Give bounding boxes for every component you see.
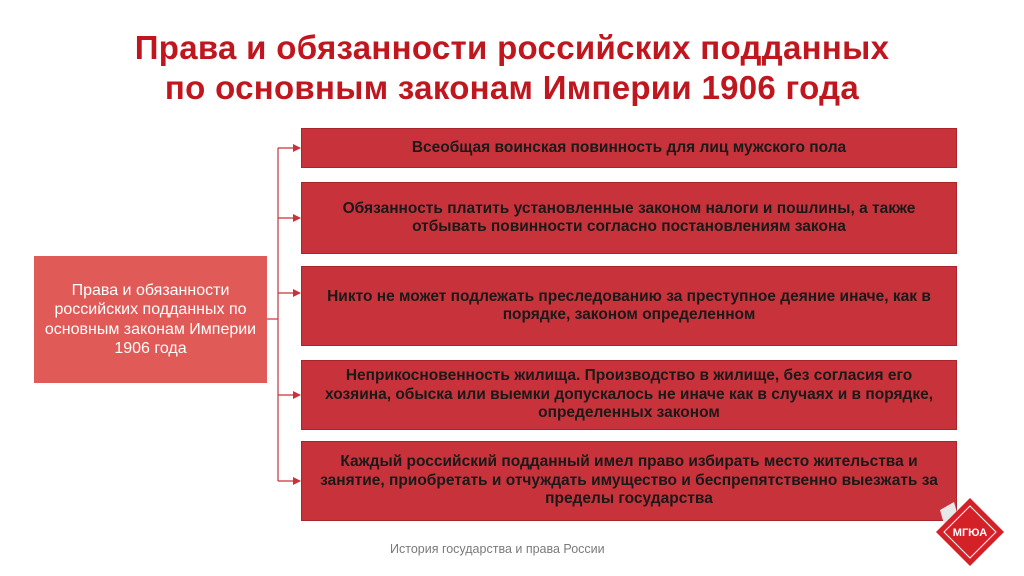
item-text-4: Неприкосновенность жилища. Производство в жилище, без согласия его хозяина, обыска или выемки допускалось не иначе как в случаях и в порядке, определенных законом [324,367,934,422]
item-text-2: Обязанность платить установленные законом налоги и пошлины, а также отбывать повинности согласно постановлениям закона [342,199,916,235]
item-text-3: Никто не может подлежать преследованию за преступное деяние иначе, как в порядке, законом определенном [327,287,931,323]
item-box-1 [301,128,957,168]
logo-text: МГЮА [952,527,988,539]
mgua-logo [934,496,1006,568]
item-text-1: Всеобщая воинская повинность для лиц мужского пола [411,138,847,156]
item-text-5: Каждый российский подданный имел право избирать место жительства и занятие, приобретать и отчуждать имущество и беспрепятственно выезжать за пределы государства [320,453,938,508]
title-line-2: по основным законам Империи 1906 года [164,69,860,106]
item-box-5 [301,441,957,521]
item-box-4 [301,360,957,430]
item-box-2 [301,182,957,254]
center-node [34,256,267,383]
item-box-3 [301,266,957,346]
center-node-label: Права и обязанности российских подданных по основным законам Империи 1906 года [44,281,257,357]
title-line-1: Права и обязанности российских подданных [134,29,890,66]
footer-text: История государства и права России [390,542,605,556]
